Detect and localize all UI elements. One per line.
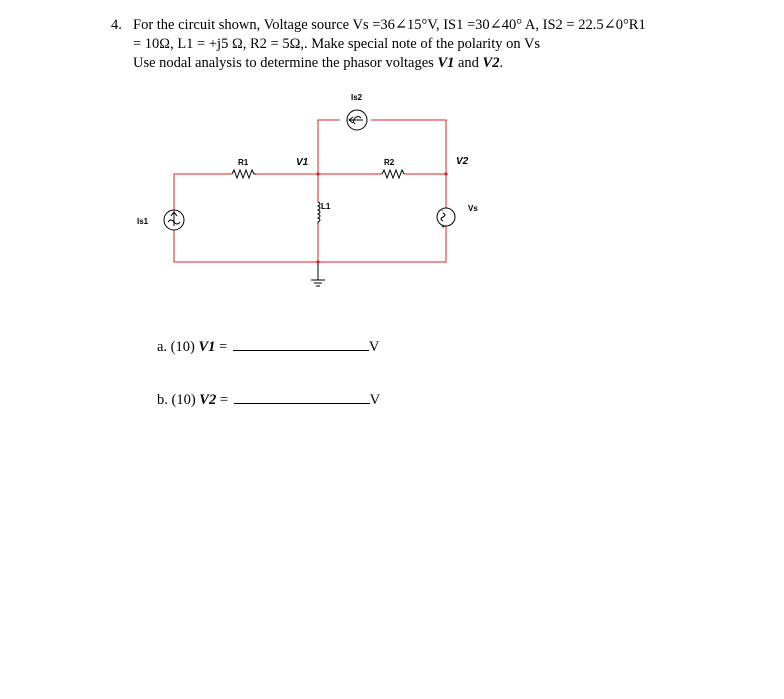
problem-and: and [454,55,483,71]
wire-is2-left [318,120,340,174]
label-r1: R1 [238,158,249,167]
label-v1: V1 [296,157,309,168]
label-is1: Is1 [137,217,149,226]
answer-b-prefix: b. (10) [157,392,200,408]
wire-left-top [174,174,232,220]
answer-a-blank[interactable] [233,336,369,351]
problem-number: 4. [111,17,122,33]
problem-line-3-text: Use nodal analysis to determine the phasor voltages [133,55,438,71]
label-l1: L1 [321,202,331,211]
resistor-r1-icon [232,170,256,178]
label-r2: R2 [384,158,395,167]
inductor-l1-icon [318,202,320,224]
label-vs: Vs [468,204,478,213]
problem-v2-ref: V2 [482,55,500,71]
answer-b-unit: V [369,392,381,408]
junction-dots [316,172,447,263]
problem-end: . [499,55,504,71]
wire-bottom [174,226,446,262]
label-v2: V2 [456,156,469,167]
answer-a [157,336,379,356]
wire-is2-right [371,120,446,174]
answer-a-var: V1 [198,339,216,355]
vs-plus-sign: + [441,224,446,231]
problem-v1-ref: V1 [437,55,455,71]
resistor-r2-icon [382,170,404,178]
vs-minus-sign: - [441,208,444,215]
problem-line-2: = 10Ω, L1 = +j5 Ω, R2 = 5Ω,. Make special note of the polarity on Vs [133,36,541,52]
answer-b-var: V2 [199,392,217,408]
label-is2: Is2 [351,93,363,102]
problem-line-1: For the circuit shown, Voltage source Vs =36∠15°V, IS1 =30∠40° A, IS2 = 22.5∠0°R1 [133,17,646,33]
wire-right-top [404,174,446,208]
answer-b-eq: = [216,392,232,408]
answer-a-unit: V [368,339,380,355]
answer-a-eq: = [215,339,231,355]
answer-b [157,389,380,409]
answer-a-prefix: a. (10) [157,339,199,355]
wires [174,120,446,262]
voltage-source-vs-icon [437,208,455,226]
answer-b-blank[interactable] [234,389,370,404]
